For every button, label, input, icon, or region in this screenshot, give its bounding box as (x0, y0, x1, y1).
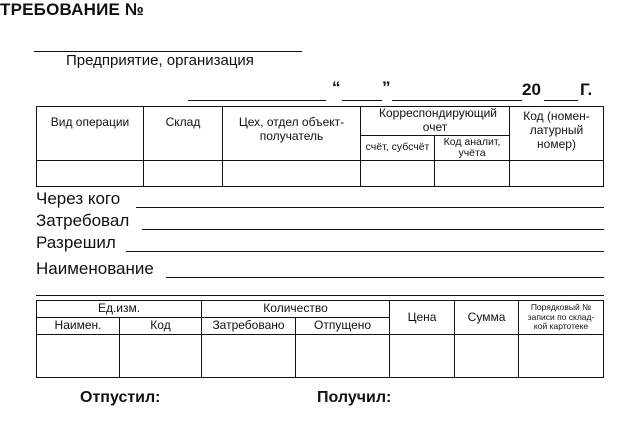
cell-warehouse[interactable] (144, 160, 223, 186)
date-quote-open: “ (332, 78, 341, 97)
header-record-number: Порядковый № записи по склад-кой картотеке (519, 301, 604, 335)
cell-unit-code[interactable] (120, 335, 202, 378)
date-day-field[interactable] (342, 100, 382, 101)
cell-department[interactable] (223, 160, 361, 186)
header-account-sub: счёт, субсчёт (361, 135, 435, 160)
header-corr-account: Корреспондирующий очет (361, 107, 510, 136)
received-by-label: Получил: (317, 389, 392, 406)
cell-operation-type[interactable] (37, 160, 144, 186)
item-name-continuation-field[interactable] (36, 295, 604, 296)
table-row (37, 160, 604, 186)
permitted-label: Разрешил (36, 233, 116, 252)
cell-requested[interactable] (202, 335, 296, 378)
cell-record-number[interactable] (519, 335, 604, 378)
cell-nomenclature-code[interactable] (510, 160, 604, 186)
header-warehouse: Склад (144, 107, 223, 161)
date-year-field[interactable] (544, 100, 578, 101)
cell-price[interactable] (390, 335, 455, 378)
operation-table (36, 106, 604, 187)
header-price: Цена (390, 301, 455, 335)
cell-account-sub[interactable] (361, 160, 435, 186)
header-unit-name: Наимен. (37, 318, 120, 335)
date-year-suffix: Г. (580, 80, 593, 99)
organization-label: Предприятие, организация (66, 52, 254, 69)
requisition-number-field[interactable] (188, 100, 326, 101)
header-department: Цех, отдел объект-получатель (223, 107, 361, 161)
header-unit-code: Код (120, 318, 202, 335)
item-name-field[interactable] (166, 277, 604, 278)
table-row (37, 335, 604, 378)
cell-unit-name[interactable] (37, 335, 120, 378)
items-table (36, 300, 604, 378)
header-quantity: Количество (202, 301, 390, 318)
cell-released[interactable] (296, 335, 390, 378)
header-unit: Ед.изм. (37, 301, 202, 318)
document-title: ТРЕБОВАНИЕ № (0, 0, 145, 19)
item-name-label: Наименование (36, 259, 154, 278)
header-operation-type: Вид операции (37, 107, 144, 161)
header-analytic-code: Код аналит, учёта (435, 135, 510, 160)
date-month-field[interactable] (392, 100, 522, 101)
requested-field[interactable] (142, 229, 604, 230)
header-requested: Затребовано (202, 318, 296, 335)
date-quote-close: ” (382, 78, 391, 97)
header-nomenclature-code: Код (номен-латурный номер) (510, 107, 604, 161)
through-whom-label: Через кого (36, 189, 121, 208)
requested-label: Затребовал (36, 211, 130, 230)
permitted-field[interactable] (126, 251, 604, 252)
through-whom-field[interactable] (136, 207, 604, 208)
released-by-label: Отпустил: (80, 389, 161, 406)
date-year-prefix: 20 (522, 80, 541, 99)
cell-sum[interactable] (455, 335, 519, 378)
cell-analytic-code[interactable] (435, 160, 510, 186)
header-sum: Сумма (455, 301, 519, 335)
header-released: Отпущено (296, 318, 390, 335)
